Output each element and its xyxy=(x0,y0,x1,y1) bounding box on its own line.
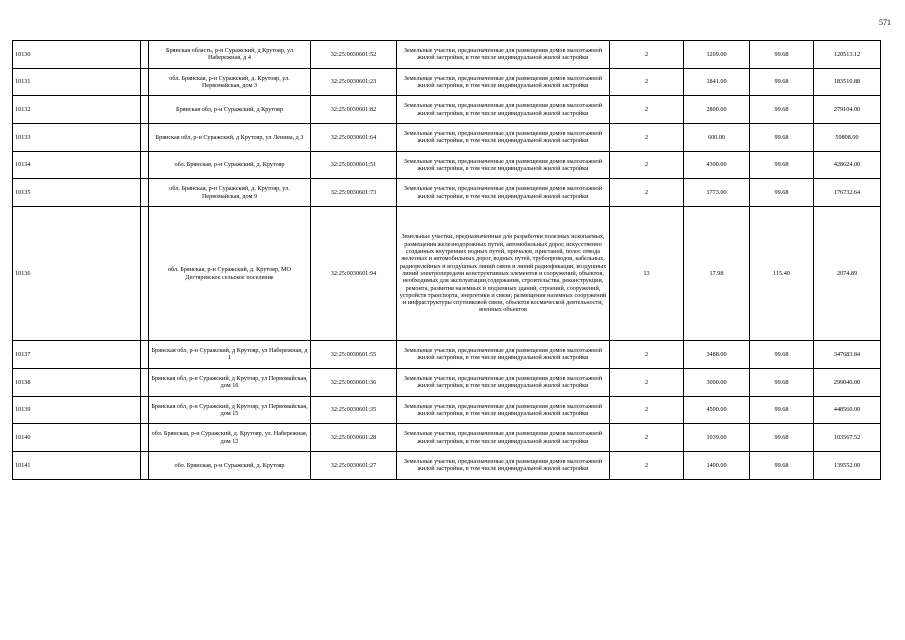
cell-blank xyxy=(141,151,149,179)
cell-blank xyxy=(141,41,149,69)
table-row xyxy=(13,124,881,152)
table-row xyxy=(13,396,881,424)
cell-cadastral-number: 32:25:0030601:64 xyxy=(311,124,397,152)
cell-group: 2 xyxy=(610,124,684,152)
cell-area: 3488.00 xyxy=(684,341,750,369)
cell-land-use: Земельные участки, предназначенные для размещения домов малоэтажной жилой застройки, в том числе индивидуальной жилой застройки xyxy=(397,68,610,96)
table-row xyxy=(13,41,881,69)
cell-group: 2 xyxy=(610,424,684,452)
cell-specific-value: 99.68 xyxy=(750,424,814,452)
cell-specific-value: 99.68 xyxy=(750,396,814,424)
cell-address: Брянская обл, р-н Суражский, д Крутояр xyxy=(149,96,311,124)
cell-group: 2 xyxy=(610,68,684,96)
cell-address: Брянская обл, р-н Суражский, д Крутояр, ул Первомайская, дом 15 xyxy=(149,396,311,424)
cell-blank xyxy=(141,96,149,124)
cell-cadastral-number: 32:25:0030601:94 xyxy=(311,207,397,341)
table-row xyxy=(13,151,881,179)
cell-blank xyxy=(141,451,149,479)
cell-area: 17.98 xyxy=(684,207,750,341)
cell-land-use: Земельные участки, предназначенные для размещения домов малоэтажной жилой застройки, в том числе индивидуальной жилой застройки xyxy=(397,41,610,69)
cell-area: 1039.00 xyxy=(684,424,750,452)
table-row xyxy=(13,68,881,96)
cell-address: обл. Брянская, р-н Суражский, д. Крутояр, ул. Набережная, дом 12 xyxy=(149,424,311,452)
cell-specific-value: 99.68 xyxy=(750,451,814,479)
cell-group: 2 xyxy=(610,341,684,369)
cell-blank xyxy=(141,368,149,396)
cell-id: 10139 xyxy=(13,396,141,424)
table-body xyxy=(13,41,881,480)
table-row xyxy=(13,424,881,452)
cell-id: 10141 xyxy=(13,451,141,479)
cell-specific-value: 99.68 xyxy=(750,151,814,179)
cell-land-use: Земельные участки, предназначенные для размещения домов малоэтажной жилой застройки, в том числе индивидуальной жилой застройки xyxy=(397,179,610,207)
cell-cadastral-value: 139552.00 xyxy=(814,451,881,479)
cell-area: 3000.00 xyxy=(684,368,750,396)
cell-cadastral-value: 448560.00 xyxy=(814,396,881,424)
cell-address: Брянская область, р-н Суражский, д Крутояр, ул Набережная, д 4 xyxy=(149,41,311,69)
cell-cadastral-value: 279104.00 xyxy=(814,96,881,124)
cell-group: 2 xyxy=(610,151,684,179)
table-row xyxy=(13,341,881,369)
cell-id: 10130 xyxy=(13,41,141,69)
cell-specific-value: 99.68 xyxy=(750,124,814,152)
cell-id: 10132 xyxy=(13,96,141,124)
cell-specific-value: 99.68 xyxy=(750,41,814,69)
cell-cadastral-number: 32:25:0030601:55 xyxy=(311,341,397,369)
table-row xyxy=(13,368,881,396)
table-row xyxy=(13,96,881,124)
table-row xyxy=(13,207,881,341)
page-number: 571 xyxy=(879,18,891,27)
cell-group: 2 xyxy=(610,179,684,207)
cell-land-use: Земельные участки, предназначенные для размещения домов малоэтажной жилой застройки, в том числе индивидуальной жилой застройки xyxy=(397,451,610,479)
cell-group: 2 xyxy=(610,96,684,124)
cell-cadastral-value: 183510.88 xyxy=(814,68,881,96)
cell-specific-value: 99.68 xyxy=(750,179,814,207)
cell-cadastral-number: 32:25:0030601:82 xyxy=(311,96,397,124)
cell-land-use: Земельные участки, предназначенные для размещения домов малоэтажной жилой застройки, в том числе индивидуальной жилой застройки xyxy=(397,96,610,124)
cell-blank xyxy=(141,68,149,96)
cell-blank xyxy=(141,341,149,369)
cell-address: обл. Брянская, р-н Суражский, д. Крутояр xyxy=(149,151,311,179)
cell-cadastral-value: 428624.00 xyxy=(814,151,881,179)
cell-id: 10135 xyxy=(13,179,141,207)
cell-id: 10134 xyxy=(13,151,141,179)
cell-blank xyxy=(141,179,149,207)
cell-cadastral-number: 32:25:0030601:73 xyxy=(311,179,397,207)
cell-area: 4500.00 xyxy=(684,396,750,424)
cell-group: 2 xyxy=(610,396,684,424)
cell-cadastral-value: 176732.64 xyxy=(814,179,881,207)
cadastral-value-table xyxy=(12,40,881,480)
cell-area: 1841.00 xyxy=(684,68,750,96)
cell-address: Брянская обл, р-н Суражский, д Крутояр, ул Первомайская, дом 16 xyxy=(149,368,311,396)
cell-land-use: Земельные участки, предназначенные для размещения домов малоэтажной жилой застройки, в том числе индивидуальной жилой застройки xyxy=(397,396,610,424)
cell-id: 10131 xyxy=(13,68,141,96)
cell-area: 4300.00 xyxy=(684,151,750,179)
cell-land-use: Земельные участки, предназначенные для размещения домов малоэтажной жилой застройки, в том числе индивидуальной жилой застройки xyxy=(397,424,610,452)
cell-group: 2 xyxy=(610,368,684,396)
cell-blank xyxy=(141,424,149,452)
cell-area: 1773.00 xyxy=(684,179,750,207)
cell-address: обл. Брянская, р-н Суражский, д. Крутояр, ул. Первомайская, дом 9 xyxy=(149,179,311,207)
cell-cadastral-number: 32:25:0030601:35 xyxy=(311,396,397,424)
cell-cadastral-value: 103567.52 xyxy=(814,424,881,452)
cell-land-use: Земельные участки, предназначенные для размещения домов малоэтажной жилой застройки, в том числе индивидуальной жилой застройки xyxy=(397,124,610,152)
cell-specific-value: 99.68 xyxy=(750,368,814,396)
cell-cadastral-number: 32:25:0030601:23 xyxy=(311,68,397,96)
cell-address: обл. Брянская, р-н Суражский, д. Крутояр, ул. Первомайская, дом 3 xyxy=(149,68,311,96)
cell-land-use: Земельные участки, предназначенные для размещения домов малоэтажной жилой застройки, в том числе индивидуальной жилой застройки xyxy=(397,368,610,396)
cell-blank xyxy=(141,396,149,424)
cell-address: обл. Брянская, р-н Суражский, д. Крутояр, МО Дегтяревское сельское поселение xyxy=(149,207,311,341)
cell-area: 1400.00 xyxy=(684,451,750,479)
cell-cadastral-number: 32:25:0030601:27 xyxy=(311,451,397,479)
cell-land-use: Земельные участки, предназначенные для разработки полезных ископаемых, размещения железнодорожных путей, автомобильных дорог, искусственно созданных внутренних водных путей, причалов, пристаней, полос отвода железных и автомобильных дорог, водных путей, трубопроводов, кабельных, радиорелейных и воздушных линий связи и линий радиофикации, воздушных линий электропередачи конструктивных элементов и сооружений, объектов, необходимых для эксплуатации,содержания, строительства, реконструкции, ремонта, развития наземных и подземных зданий, строений, сооружений, устройств транспорта, энергетики и связи; размещения наземных сооружений и инфраструктуры спутниковой связи, объектов космической деятельности, военных объектов xyxy=(397,207,610,341)
cell-cadastral-value: 59808.00 xyxy=(814,124,881,152)
cell-id: 10137 xyxy=(13,341,141,369)
cell-blank xyxy=(141,207,149,341)
cell-group: 13 xyxy=(610,207,684,341)
cell-cadastral-value: 299040.00 xyxy=(814,368,881,396)
cell-specific-value: 99.68 xyxy=(750,341,814,369)
cell-cadastral-number: 32:25:0030601:28 xyxy=(311,424,397,452)
cell-land-use: Земельные участки, предназначенные для размещения домов малоэтажной жилой застройки, в том числе индивидуальной жилой застройки xyxy=(397,151,610,179)
cell-id: 10133 xyxy=(13,124,141,152)
cell-address: обл. Брянская, р-н Суражский, д. Крутояр xyxy=(149,451,311,479)
table-row xyxy=(13,179,881,207)
cell-cadastral-number: 32:25:0030601:51 xyxy=(311,151,397,179)
cell-specific-value: 115.40 xyxy=(750,207,814,341)
cell-area: 1209.00 xyxy=(684,41,750,69)
cell-address: Брянская обл, р-н Суражский, д Крутояр, ул Ленина, д 3 xyxy=(149,124,311,152)
cell-address: Брянская обл, р-н Суражский, д Крутояр, ул Набережная, д 1 xyxy=(149,341,311,369)
cell-specific-value: 99.68 xyxy=(750,96,814,124)
cell-cadastral-number: 32:25:0030601:52 xyxy=(311,41,397,69)
cell-id: 10140 xyxy=(13,424,141,452)
cell-id: 10136 xyxy=(13,207,141,341)
cell-specific-value: 99.68 xyxy=(750,68,814,96)
cell-id: 10138 xyxy=(13,368,141,396)
cell-cadastral-value: 120513.12 xyxy=(814,41,881,69)
cell-area: 2800.00 xyxy=(684,96,750,124)
table-row xyxy=(13,451,881,479)
cell-blank xyxy=(141,124,149,152)
cell-land-use: Земельные участки, предназначенные для размещения домов малоэтажной жилой застройки, в том числе индивидуальной жилой застройки xyxy=(397,341,610,369)
cell-cadastral-value: 347683.84 xyxy=(814,341,881,369)
cell-cadastral-value: 2074.89 xyxy=(814,207,881,341)
cell-area: 600.00 xyxy=(684,124,750,152)
cell-group: 2 xyxy=(610,451,684,479)
cell-cadastral-number: 32:25:0030601:36 xyxy=(311,368,397,396)
cell-group: 2 xyxy=(610,41,684,69)
